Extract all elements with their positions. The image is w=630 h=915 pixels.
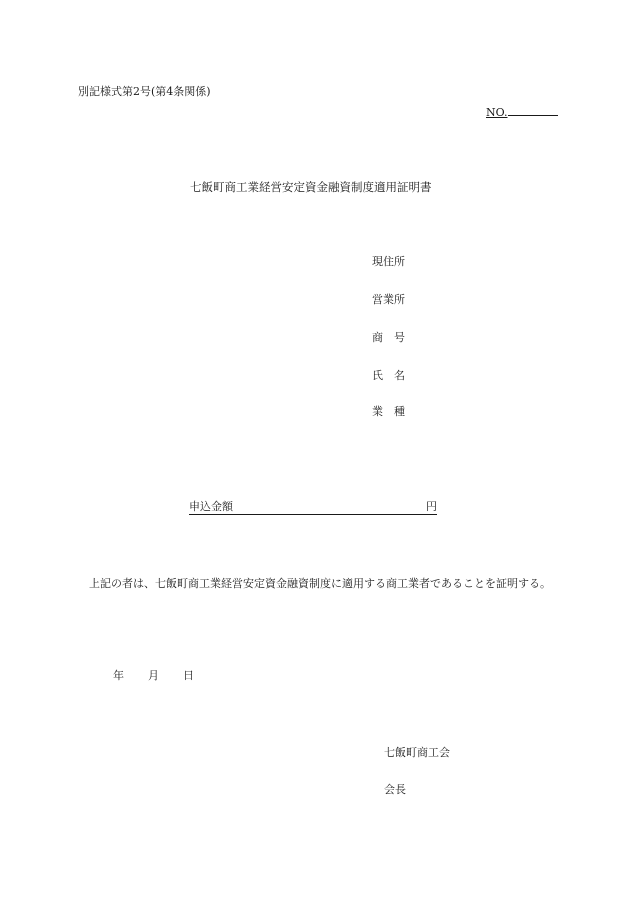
number-label: NO. xyxy=(486,106,508,119)
date-month-label: 月 xyxy=(148,669,159,682)
certification-text: 上記の者は、七飯町商工業経営安定資金融資制度に適用する商工業者であることを証明する。 xyxy=(89,577,551,590)
business-type-label: 業 種 xyxy=(372,405,405,418)
document-title: 七飯町商工業経営安定資金融資制度適用証明書 xyxy=(190,180,432,194)
application-amount-field[interactable] xyxy=(189,500,437,515)
name-label: 氏 名 xyxy=(372,369,405,382)
form-reference: 別記様式第2号(第4条関係) xyxy=(78,85,211,98)
trade-name-label: 商 号 xyxy=(372,331,405,344)
address-label: 現住所 xyxy=(372,255,405,268)
number-blank[interactable] xyxy=(508,104,558,116)
number-field xyxy=(486,104,558,120)
application-amount-label: 申込金額 xyxy=(189,500,233,513)
application-amount-unit: 円 xyxy=(426,500,437,513)
business-office-label: 営業所 xyxy=(372,293,405,306)
issuer-organization: 七飯町商工会 xyxy=(384,746,450,759)
date-line xyxy=(113,669,194,683)
issuer-title: 会長 xyxy=(384,783,406,796)
date-day-label: 日 xyxy=(183,669,194,682)
date-year-label: 年 xyxy=(113,669,124,682)
